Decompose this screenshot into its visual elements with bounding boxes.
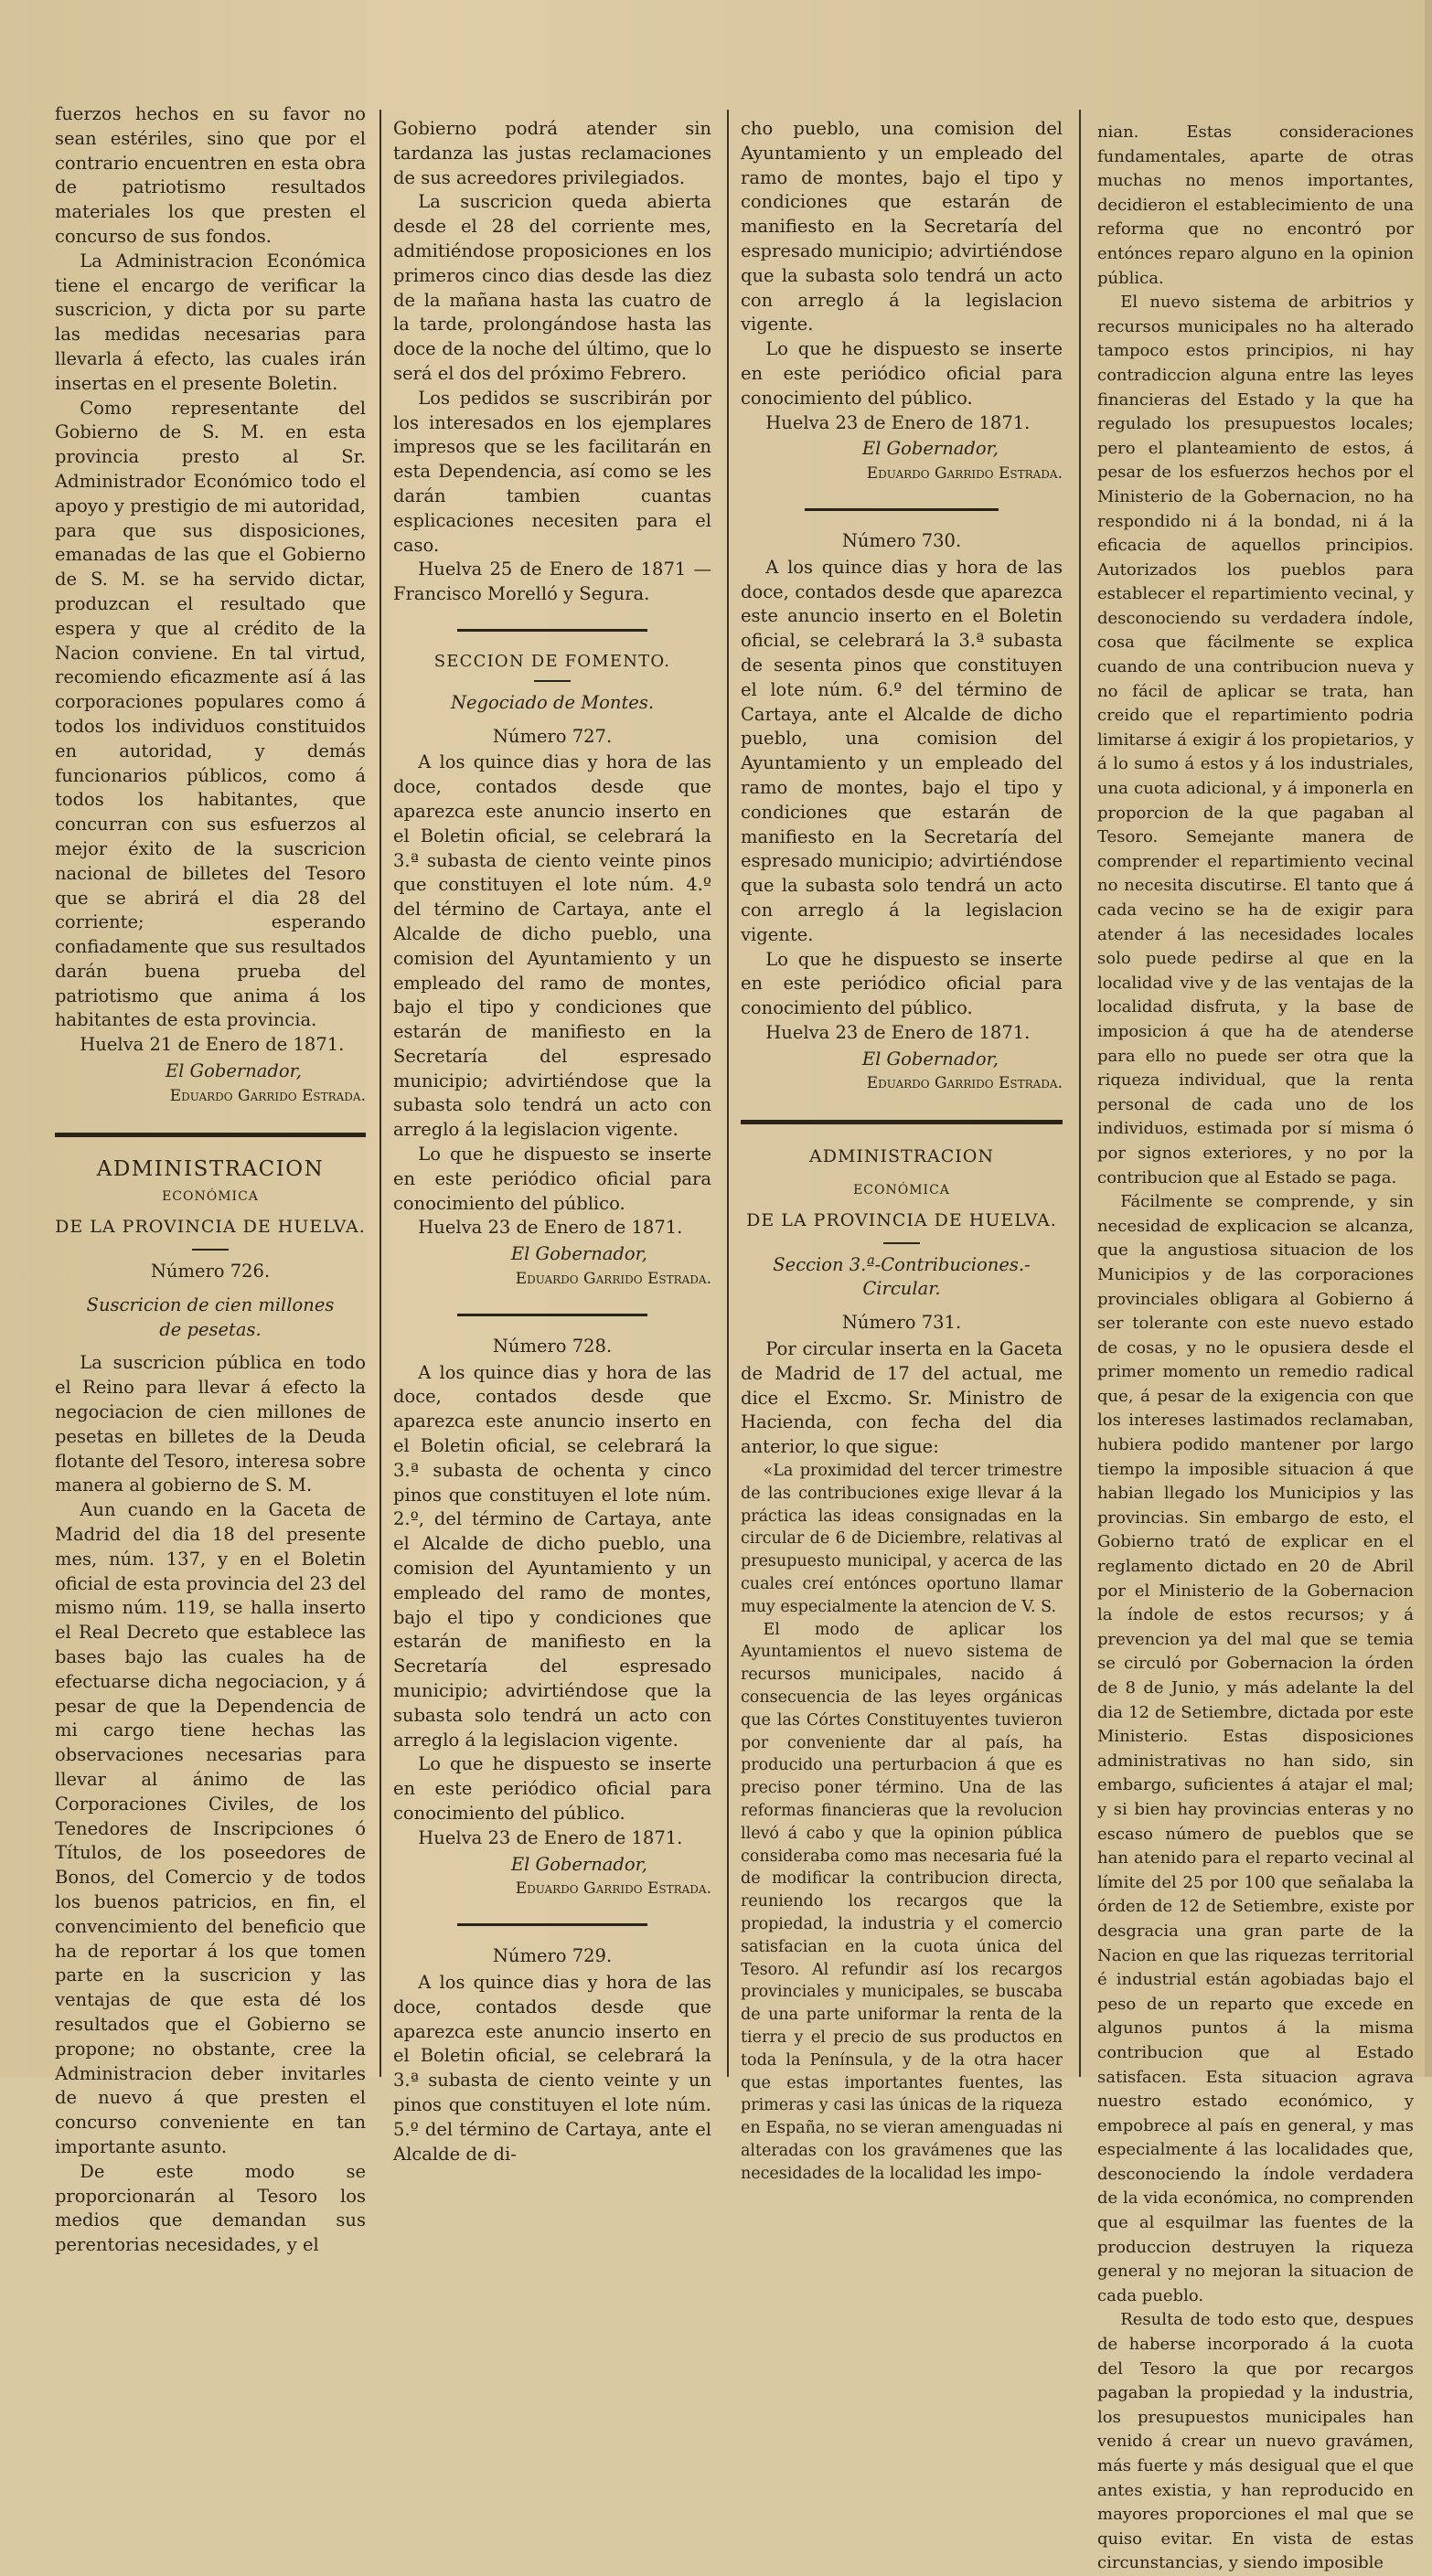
- column-4: [1097, 121, 1414, 2573]
- paragraph: De este modo se proporcionarán al Tesoro los medios que demandan sus perentorias necesidades, y el: [55, 2160, 366, 2256]
- section-subheading: ECONÓMICA: [162, 1189, 259, 1205]
- date-line: Huelva 23 de Enero de 1871.: [765, 411, 1031, 433]
- signature-title: El Gobernador,: [861, 438, 999, 460]
- divider: [457, 1923, 647, 1926]
- paragraph: Resulta de todo esto que, despues de haberse incorporado á la cuota del Tesoro la que por recargos pagaban la propiedad y la industria, los presupuestos municipales han venido á crear un nuevo gravámen, más fuerte y más desigual que el que antes existia, y han reproducido en mayores proporciones el mal que se quiso evitar. En vista de estas circunstancias, y siendo imposible: [1097, 2310, 1414, 2573]
- paragraph: A los quince dias y hora de las doce, contados desde que aparezca este anuncio inserto en el Boletin oficial, se celebrará la 3.ª subasta de sesenta pinos que constituyen el lote núm. 6.º del término de Cartaya, ante el Alcalde de dicho pueblo, una comision del Ayuntamiento y un empleado del ramo de montes, bajo el tipo y condiciones que estarán de manifiesto en la Secretaría del espresado municipio; advirtiéndose que la subasta solo tendrá un acto con arreglo á la legislacion vigente.: [741, 556, 1063, 945]
- notice-subtitle: Negociado de Montes.: [450, 691, 655, 713]
- column-1: [55, 102, 366, 2256]
- signature-title: El Gobernador,: [861, 1048, 999, 1070]
- date-line: Huelva 23 de Enero de 1871.: [418, 1217, 683, 1239]
- paragraph: Lo que he dispuesto se inserte en este periódico oficial para conocimiento del público.: [393, 1753, 711, 1824]
- notice-number: Número 727.: [492, 725, 613, 747]
- section-divider: [55, 1133, 366, 1137]
- paragraph: «La proximidad del tercer trimestre de las contribuciones exige llevar á la práctica las ideas consignadas en la circular de 6 de Diciembre, relativas al presupuesto municipal, y acerca de las cuales creí entónces oportuno llamar muy especialmente la atencion de V. S.: [741, 1462, 1063, 1616]
- signature-title: El Gobernador,: [510, 1853, 647, 1875]
- signature-title: El Gobernador,: [165, 1060, 302, 1082]
- divider: [457, 1314, 647, 1316]
- paragraph: El nuevo sistema de arbitrios y recursos municipales no ha alterado tampoco estos principios, ni hay contradiccion alguna entre las leyes financieras del Estado y la que ha regulado los presupuestos locales; pero el planteamiento de estos, á pesar de los esfuerzos hechos por el Ministerio de la Gobernacion, no ha respondido ni á la bondad, ni á la eficacia de aquellos principios. Autorizados los pueblos para establecer el repartimiento vecinal, y desconociendo su verdadera índole, cosa que fácilmente se explica cuando de una contribucion nueva y no fácil de aplicar se trata, han creido que el repartimiento podria limitarse á exigir á los propietarios, y á lo sumo á estos y á los industriales, una cuota adicional, y á imponerla en proporcion de la que pagaban al Tesoro. Semejante manera de comprender el repartimiento vecinal no necesita discutirse. El tanto que á cada vecino se ha de exigir para atender á las necesidades locales solo puede pedirse al que en la localidad vive y de las ventajas de la localidad disfruta, y la base de imposicion á que ha de atenderse para ello no puede ser otra que la riqueza individual, que la renta personal de cada uno de los individuos, estimada por sí misma ó por signos exteriores, y no por la contribucion que al Estado se paga.: [1097, 293, 1414, 1187]
- notice-number: Número 726.: [150, 1261, 271, 1283]
- section-heading: ADMINISTRACION: [808, 1146, 994, 1167]
- paragraph: Fácilmente se comprende, y sin necesidad de explicacion se alcanza, que la angustiosa situacion de los Municipios y de las corporaciones provinciales obligara al Gobierno á ser tolerante con este nuevo estado de cosas, y no le opusiera desde el primer momento un remedio radical que, á pesar de la exigencia con que los intereses lastimados reclamaban, hubiera podido mantener por largo tiempo la imposible situacion á que habian llegado los Municipios y las provincias. Sin embargo de esto, el Gobierno trató de explicar en el reglamento dictado en 20 de Abril por el Ministerio de la Gobernacion la índole de estos recursos; y á prevencion ya del mal que se temia se circuló por Gobernacion la órden de 8 de Junio, y más adelante la del dia 12 de Setiembre, dictada por este Ministerio. Estas disposiciones administrativas no han sido, sin embargo, suficientes á atajar el mal; y si bien hay provincias enteras y no escaso número de pueblos que se han atenido para el reparto vecinal al límite del 25 por 100 que señalaba la órden de 12 de Setiembre, existe por desgracia una gran parte de la Nacion en que las riquezas territorial é industrial están agobiadas bajo el peso de un reparto que excede en algunos puntos á la misma contribucion que al Estado satisfacen. Esta situacion agrava nuestro estado económico, y empobrece al país en general, y mas especialmente á las localidades que, desconociendo la índole verdadera de la vida económica, no comprenden que al esquilmar las fuentes de la produccion destruyen la riqueza general y no mejoran la situacion de cada pueblo.: [1097, 1192, 1414, 2305]
- paragraph: A los quince dias y hora de las doce, contados desde que aparezca este anuncio inserto en el Boletin oficial, se celebrará la 3.ª subasta de ciento veinte y un pinos que constituyen el lote núm. 5.º del término de Cartaya, ante el Alcalde de di-: [393, 1971, 711, 2165]
- notice-subtitle: Seccion 3.ª-Contribuciones.-Circular.: [773, 1253, 1031, 1300]
- column-rule: [1079, 110, 1081, 2077]
- divider: [883, 1242, 920, 1244]
- date-line: Huelva 23 de Enero de 1871.: [418, 1826, 683, 1848]
- paragraph: La suscricion pública en todo el Reino para llevar á efecto la negociacion de cien millones de pesetas en billetes de la Deuda flotante del Tesoro, interesa sobre manera al gobierno de S. M.: [55, 1352, 366, 1496]
- date-line: Huelva 25 de Enero de 1871 — Francisco Morelló y Segura.: [393, 559, 711, 605]
- column-rule: [379, 110, 381, 2077]
- section-heading: ADMINISTRACION: [96, 1156, 325, 1181]
- section-divider: [741, 1120, 1063, 1124]
- paragraph: La Administracion Económica tiene el encargo de verificar la suscricion, y dicta por su parte las medidas necesarias para llevarla á efecto, las cuales irán insertas en el presente Boletin.: [55, 250, 366, 394]
- column-2: [393, 117, 711, 2165]
- date-line: Huelva 21 de Enero de 1871.: [80, 1034, 345, 1056]
- signature-name: Eduardo Garrido Estrada.: [515, 1270, 711, 1289]
- paragraph: cho pueblo, una comision del Ayuntamiento y un empleado del ramo de montes, bajo el tipo y condiciones que estarán de manifiesto en la Secretaría del espresado municipio; advirtiéndose que la subasta solo tendrá un acto con arreglo á la legislacion vigente.: [741, 118, 1063, 335]
- divider: [457, 629, 647, 632]
- notice-number: Número 729.: [492, 1945, 613, 1967]
- paragraph: A los quince dias y hora de las doce, contados desde que aparezca este anuncio inserto en el Boletin oficial, se celebrará la 3.ª subasta de ciento veinte pinos que constituyen el lote núm. 4.º del término de Cartaya, ante el Alcalde de dicho pueblo, una comision del Ayuntamiento y un empleado del ramo de montes, bajo el tipo y condiciones que estarán de manifiesto en la Secretaría del espresado municipio; advirtiéndose que la subasta solo tendrá un acto con arreglo á la legislacion vigente.: [393, 751, 711, 1141]
- signature-name: Eduardo Garrido Estrada.: [515, 1879, 711, 1899]
- paragraph: Por circular inserta en la Gaceta de Madrid de 17 del actual, me dice el Excmo. Sr. Ministro de Hacienda, con fecha del dia anterior, lo que sigue:: [741, 1338, 1063, 1458]
- section-heading: SECCION DE FOMENTO.: [433, 651, 671, 671]
- signature-name: Eduardo Garrido Estrada.: [866, 1074, 1063, 1093]
- section-subheading: DE LA PROVINCIA DE HUELVA.: [55, 1217, 366, 1238]
- divider: [534, 680, 571, 682]
- notice-number: Número 730.: [841, 529, 962, 551]
- paragraph: Los pedidos se suscribirán por los interesados en los ejemplares impresos que se les facilitarán en esta Dependencia, así como se les darán tambien cuantas esplicaciones necesiten para el caso.: [393, 387, 711, 556]
- notice-number: Número 731.: [841, 1312, 962, 1334]
- page-edge: [1425, 0, 1432, 2077]
- paragraph: Lo que he dispuesto se inserte en este periódico oficial para conocimiento del público.: [393, 1144, 711, 1214]
- paragraph: El modo de aplicar los Ayuntamientos el nuevo sistema de recursos municipales, nacido á consecuencia de las leyes orgánicas que las Córtes Constituyentes tuvieron por conveniente dar al país, ha producido una perturbacion á que es preciso poner término. Una de las reformas financieras que la revolucion llevó á cabo y que la opinion pública consideraba como mas necesaria fué la de modificar la contribucion directa, reuniendo los recargos que la propiedad, la industria y el comercio satisfacian en la cuota única del Tesoro. Al refundir así los recargos provinciales y municipales, se buscaba de una parte uniformar la renta de la tierra y el precio de sus productos en toda la Península, y de la otra hacer que estas importantes fuentes, las primeras y casi las únicas de la riqueza en España, no se vieran amenguadas ni alteradas con los gravámenes que las necesidades de la localidad les impo-: [741, 1620, 1063, 2183]
- paragraph: Como representante del Gobierno de S. M. en esta provincia presto al Sr. Administrador Económico todo el apoyo y prestigio de mi autoridad, para que sus disposiciones, emanadas de las que el Gobierno de S. M. se ha servido dictar, produzcan el resultado que espera y que al crédito de la Nacion conviene. En tal virtud, recomiendo eficazmente así á las corporaciones populares como á todos los individuos constituidos en autoridad, y demás funcionarios públicos, como á todos los habitantes, que concurran con sus esfuerzos al mejor éxito de la suscricion nacional de billetes del Tesoro que se abrirá el dia 28 del corriente; esperando confiadamente que sus resultados darán buena prueba del patriotismo que anima á los habitantes de esta provincia.: [55, 397, 366, 1031]
- divider: [192, 1249, 229, 1251]
- signature-name: Eduardo Garrido Estrada.: [169, 1086, 366, 1105]
- notice-number: Número 728.: [492, 1335, 613, 1357]
- date-line: Huelva 23 de Enero de 1871.: [765, 1021, 1031, 1043]
- divider: [805, 508, 999, 511]
- column-rule: [727, 110, 729, 2077]
- section-subheading: DE LA PROVINCIA DE HUELVA.: [746, 1209, 1057, 1230]
- signature-title: El Gobernador,: [510, 1243, 647, 1265]
- paragraph: A los quince dias y hora de las doce, contados desde que aparezca este anuncio inserto en el Boletin oficial, se celebrará la 3.ª subasta de ochenta y cinco pinos que constituyen el lote núm. 2.º, del término de Cartaya, ante el Alcalde de dicho pueblo, una comision del Ayuntamiento y un empleado del ramo de montes, bajo el tipo y condiciones que estarán de manifiesto en la Secretaría del espresado municipio; advirtiéndose que la subasta solo tendrá un acto con arreglo á la legislacion vigente.: [393, 1361, 711, 1751]
- paragraph: fuerzos hechos en su favor no sean estériles, sino que por el contrario encuentren en esta obra de patriotismo resultados materiales los que presten el concurso de sus fondos.: [55, 103, 366, 247]
- paragraph: nian. Estas consideraciones fundamentales, aparte de otras muchas no menos importantes, decidieron el establecimiento de una reforma que no encontró por entónces reparo alguno en la opinion pública.: [1097, 122, 1414, 288]
- notice-subtitle: Suscricion de cien millones de pesetas.: [86, 1293, 335, 1340]
- paragraph: Aun cuando en la Gaceta de Madrid del dia 18 del presente mes, núm. 137, y en el Boletin oficial de esta provincia del 23 del mismo núm. 119, se halla inserto el Real Decreto que establece las bases bajo las cuales ha de efectuarse dicha negociacion, y á pesar de que la Dependencia de mi cargo tiene hechas las observaciones necesarias para llevar al ánimo de las Corporaciones Civiles, de los Tenedores de Inscripciones ó Títulos, de los poseedores de Bonos, del Comercio y de todos los buenos patricios, en fin, el convencimiento del beneficio que ha de reportar á los que tomen parte en la suscricion y las ventajas de que esta dé los resultados que el Gobierno se propone; no obstante, cree la Administracion deber invitarles de nuevo á que presten el concurso conveniente en tan importante asunto.: [55, 1499, 366, 2157]
- paragraph: La suscricion queda abierta desde el 28 del corriente mes, admitiéndose proposiciones en los primeros cinco dias desde las diez de la mañana hasta las cuatro de la tarde, prolongándose hasta las doce de la noche del último, que lo será el dos del próximo Febrero.: [393, 191, 711, 384]
- section-subheading: ECONÓMICA: [853, 1183, 950, 1198]
- column-3: [741, 117, 1063, 2183]
- paragraph: Lo que he dispuesto se inserte en este periódico oficial para conocimiento del público.: [741, 338, 1063, 409]
- signature-name: Eduardo Garrido Estrada.: [866, 464, 1063, 484]
- paragraph: Gobierno podrá atender sin tardanza las justas reclamaciones de sus acreedores privilegiados.: [393, 118, 711, 188]
- paragraph: Lo que he dispuesto se inserte en este periódico oficial para conocimiento del público.: [741, 948, 1063, 1019]
